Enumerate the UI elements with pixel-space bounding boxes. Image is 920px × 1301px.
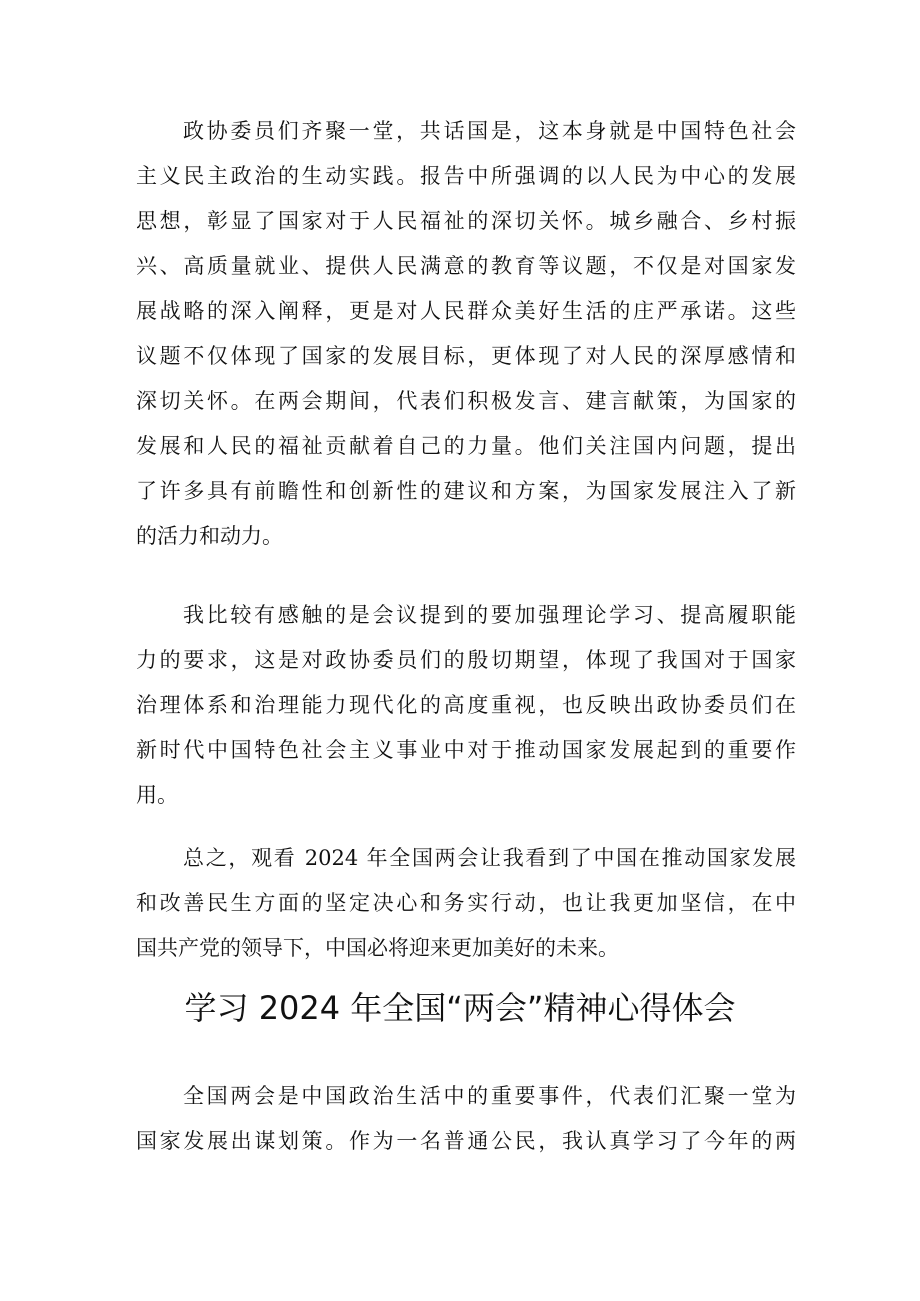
paragraph-2-line-4: 新时代中国特色社会主义事业中对于推动国家发展起到的重要作	[136, 738, 796, 762]
paragraph-3-line-1: 总之，观看 2024 年全国两会让我看到了中国在推动国家发展	[183, 846, 796, 870]
paragraph-1-line-3: 思想，彰显了国家对于人民福祉的深切关怀。城乡融合、乡村振	[136, 209, 796, 233]
paragraph-1-line-8: 发展和人民的福祉贡献着自己的力量。他们关注国内问题，提出	[136, 434, 796, 458]
paragraph-1-line-4: 兴、高质量就业、提供人民满意的教育等议题，不仅是对国家发	[136, 254, 796, 278]
paragraph-2-line-3: 治理体系和治理能力现代化的高度重视，也反映出政协委员们在	[136, 693, 796, 717]
paragraph-1-line-2: 主义民主政治的生动实践。报告中所强调的以人民为中心的发展	[136, 164, 796, 188]
paragraph-4-line-2: 国家发展出谋划策。作为一名普通公民，我认真学习了今年的两	[136, 1129, 796, 1153]
paragraph-2-line-5: 用。	[136, 783, 178, 807]
paragraph-1-line-10: 的活力和动力。	[136, 524, 283, 548]
paragraph-2-line-1: 我比较有感触的是会议提到的要加强理论学习、提高履职能	[183, 603, 796, 627]
paragraph-1-line-7: 深切关怀。在两会期间，代表们积极发言、建言献策，为国家的	[136, 389, 796, 413]
paragraph-3-line-2: 和改善民生方面的坚定决心和务实行动，也让我更加坚信，在中	[136, 891, 796, 915]
paragraph-4-line-1: 全国两会是中国政治生活中的重要事件，代表们汇聚一堂为	[183, 1084, 796, 1108]
paragraph-1-line-6: 议题不仅体现了国家的发展目标，更体现了对人民的深厚感情和	[136, 344, 796, 368]
paragraph-1-line-5: 展战略的深入阐释，更是对人民群众美好生活的庄严承诺。这些	[136, 299, 796, 323]
paragraph-2-line-2: 力的要求，这是对政协委员们的殷切期望，体现了我国对于国家	[136, 648, 796, 672]
paragraph-1-line-1: 政协委员们齐聚一堂，共话国是，这本身就是中国特色社会	[183, 119, 796, 143]
paragraph-3-line-3: 国共产党的领导下，中国必将迎来更加美好的未来。	[136, 936, 619, 960]
paragraph-1-line-9: 了许多具有前瞻性和创新性的建议和方案，为国家发展注入了新	[136, 479, 796, 503]
section-heading: 学习 2024 年全国“两会”精神心得体会	[184, 989, 736, 1027]
